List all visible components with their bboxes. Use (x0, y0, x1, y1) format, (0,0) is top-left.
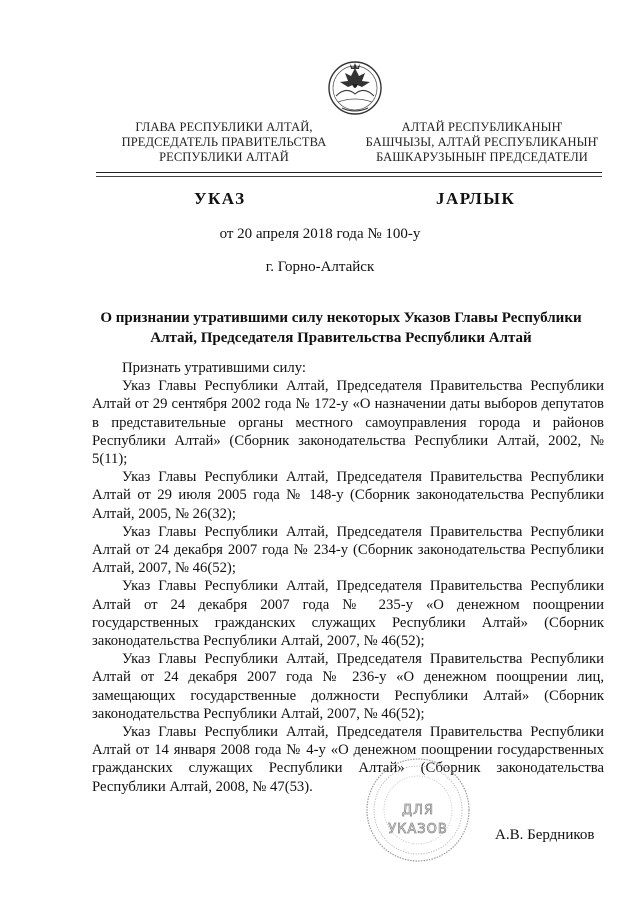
header-right-line: БАШЧЫЗЫ, АЛТАЙ РЕСПУБЛИКАНЫҤ (365, 135, 599, 149)
decree-type-alt: JАРЛЫК (436, 189, 516, 208)
coat-of-arms-icon (326, 56, 384, 120)
header-left-line: РЕСПУБЛИКИ АЛТАЙ (159, 150, 289, 164)
body-lead: Признать утратившими силу: (122, 360, 306, 376)
stamp-line2: УКАЗОВ (388, 822, 448, 837)
body-paragraph: Указ Главы Республики Алтай, Председателя Правительства Республики Алтай от 24 декабря 2007 года № 236-у «О денежном поощрении лиц, замещающих государственные должности Республики Алтай» (Сборник законодательства Республики Алтай, 2007, № 46(52); (92, 651, 604, 722)
signer-name: А.В. Бердников (495, 827, 595, 843)
body-paragraph: Указ Главы Республики Алтай, Председателя Правительства Республики Алтай от 29 сентября 2002 года № 172-у «О назначении даты выборов депутатов в представительные органы местного самоуправления города и районов Республики Алтай» (Сборник законодательства Республики Алтай, 2002, № 5(11); (92, 378, 604, 468)
header-right-authority (352, 120, 612, 165)
body-paragraph: Указ Главы Республики Алтай, Председателя Правительства Республики Алтай от 24 декабря 2007 года № 234-у (Сборник законодательства Республики Алтай, 2007, № 46(52); (92, 523, 604, 577)
header-left-line: ПРЕДСЕДАТЕЛЬ ПРАВИТЕЛЬСТВА (121, 135, 327, 149)
body-paragraph: Указ Главы Республики Алтай, Председателя Правительства Республики Алтай от 29 июля 2005 года № 148-у (Сборник законодательства Республики Алтай, 2005, № 26(32); (92, 469, 604, 522)
body-paragraph: Указ Главы Республики Алтай, Председателя Правительства Республики Алтай от 24 декабря 2007 года № 235-у «О денежном поощрении государственных гражданских служащих Республики Алтай» (Сборник законодательства Республики Алтай, 2007, № 46(52); (92, 578, 604, 650)
decree-body (92, 359, 604, 796)
decree-title: О признании утратившими силу некоторых Указов Главы Республики Алтай, Председателя Правительства Республики Алтай (100, 310, 582, 346)
stamp-line1: ДЛЯ (402, 803, 434, 818)
header-right-line: АЛТАЙ РЕСПУБЛИКАНЫҤ (401, 120, 563, 134)
round-seal-icon (364, 756, 472, 864)
header-divider-thin (96, 176, 602, 177)
decree-city: г. Горно-Алтайск (265, 259, 375, 275)
body-paragraph: Указ Главы Республики Алтай, Председателя Правительства Республики Алтай от 14 января 2008 года № 4-у «О денежном поощрении государственных гражданских служащих Республики Алтай» (Сборник законодательства Республики Алтай, 2008, № 47(53). (92, 724, 604, 795)
header-right-line: БАШКАРУЗЫНЫҤ ПРЕДСЕДАТЕЛИ (376, 150, 588, 164)
header-left-line: ГЛАВА РЕСПУБЛИКИ АЛТАЙ, (135, 120, 313, 134)
header-divider (96, 172, 602, 173)
header-left-authority (104, 120, 344, 165)
decree-date: от 20 апреля 2018 года № 100-у (219, 226, 421, 242)
decree-type-ru: УКАЗ (194, 189, 246, 208)
